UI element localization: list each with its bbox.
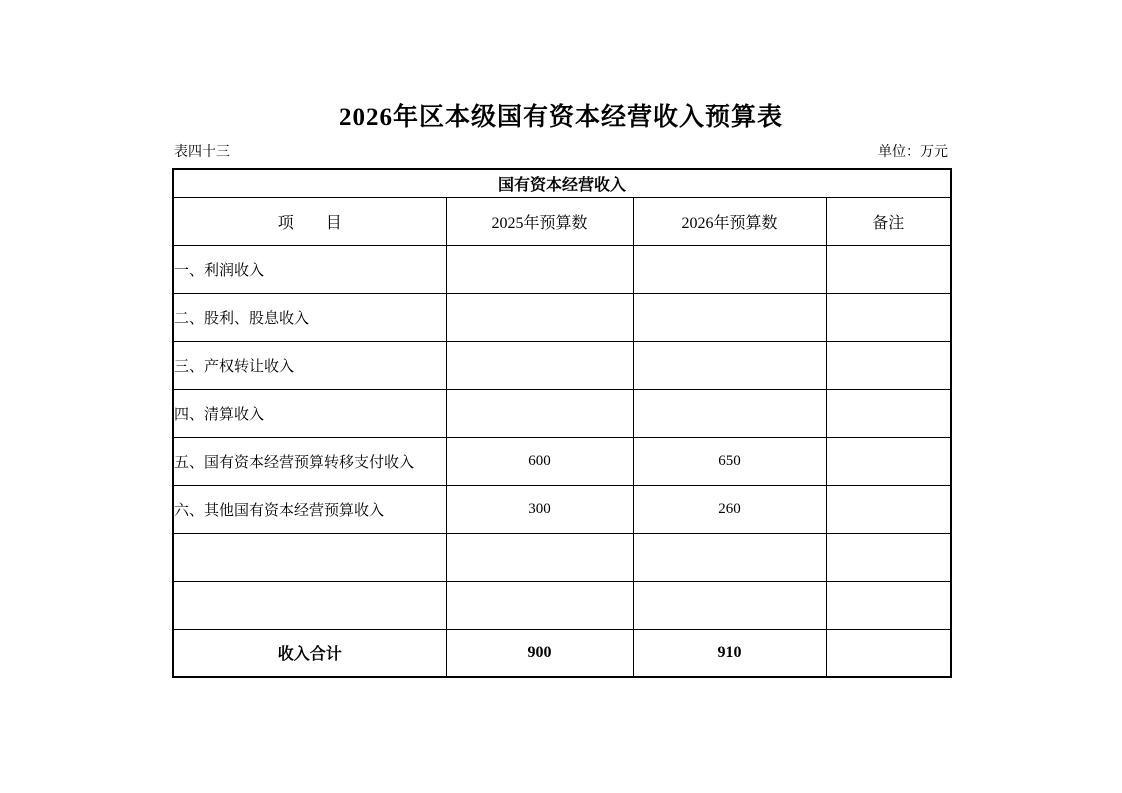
table-row [173,293,951,341]
cell-budget-2025 [446,293,633,341]
cell-budget-2026 [633,581,826,629]
cell-total-label: 收入合计 [173,629,446,677]
table-meta [174,144,948,162]
cell-budget-2025 [446,533,633,581]
cell-budget-2025: 600 [446,437,633,485]
cell-budget-2025 [446,341,633,389]
cell-note [826,485,951,533]
cell-budget-2026 [633,245,826,293]
cell-item: 四、清算收入 [173,389,446,437]
cell-budget-2025 [446,245,633,293]
cell-note [826,533,951,581]
unit-label: 单位：万元 [878,145,948,160]
cell-item: 一、利润收入 [173,245,446,293]
table-row [173,389,951,437]
cell-budget-2026 [633,341,826,389]
table-row [173,245,951,293]
cell-item: 五、国有资本经营预算转移支付收入 [173,437,446,485]
cell-budget-2025 [446,581,633,629]
table-row [173,485,951,533]
cell-note [826,389,951,437]
table-row [173,437,951,485]
cell-budget-2025: 300 [446,485,633,533]
cell-total-note [826,629,951,677]
budget-table [172,168,952,678]
table-number-label: 表四十三 [174,145,230,160]
total-row [173,629,951,677]
cell-item: 六、其他国有资本经营预算收入 [173,485,446,533]
cell-budget-2025 [446,389,633,437]
column-header-budget-2026: 2026年预算数 [633,197,826,245]
table-caption-row [173,169,951,197]
cell-item [173,533,446,581]
cell-budget-2026 [633,389,826,437]
cell-note [826,341,951,389]
cell-budget-2026 [633,293,826,341]
cell-total-budget-2026: 910 [633,629,826,677]
cell-item: 二、股利、股息收入 [173,293,446,341]
table-caption: 国有资本经营收入 [173,169,951,197]
cell-note [826,245,951,293]
table-row-empty [173,581,951,629]
column-header-note: 备注 [826,197,951,245]
page-title: 2026年区本级国有资本经营收入预算表 [338,104,783,131]
column-header-item: 项 目 [173,197,446,245]
cell-item [173,581,446,629]
cell-note [826,581,951,629]
cell-note [826,293,951,341]
cell-budget-2026: 650 [633,437,826,485]
cell-budget-2026: 260 [633,485,826,533]
table-row [173,341,951,389]
cell-item: 三、产权转让收入 [173,341,446,389]
column-header-budget-2025: 2025年预算数 [446,197,633,245]
table-header-row [173,197,951,245]
cell-total-budget-2025: 900 [446,629,633,677]
cell-note [826,437,951,485]
table-row-empty [173,533,951,581]
cell-budget-2026 [633,533,826,581]
